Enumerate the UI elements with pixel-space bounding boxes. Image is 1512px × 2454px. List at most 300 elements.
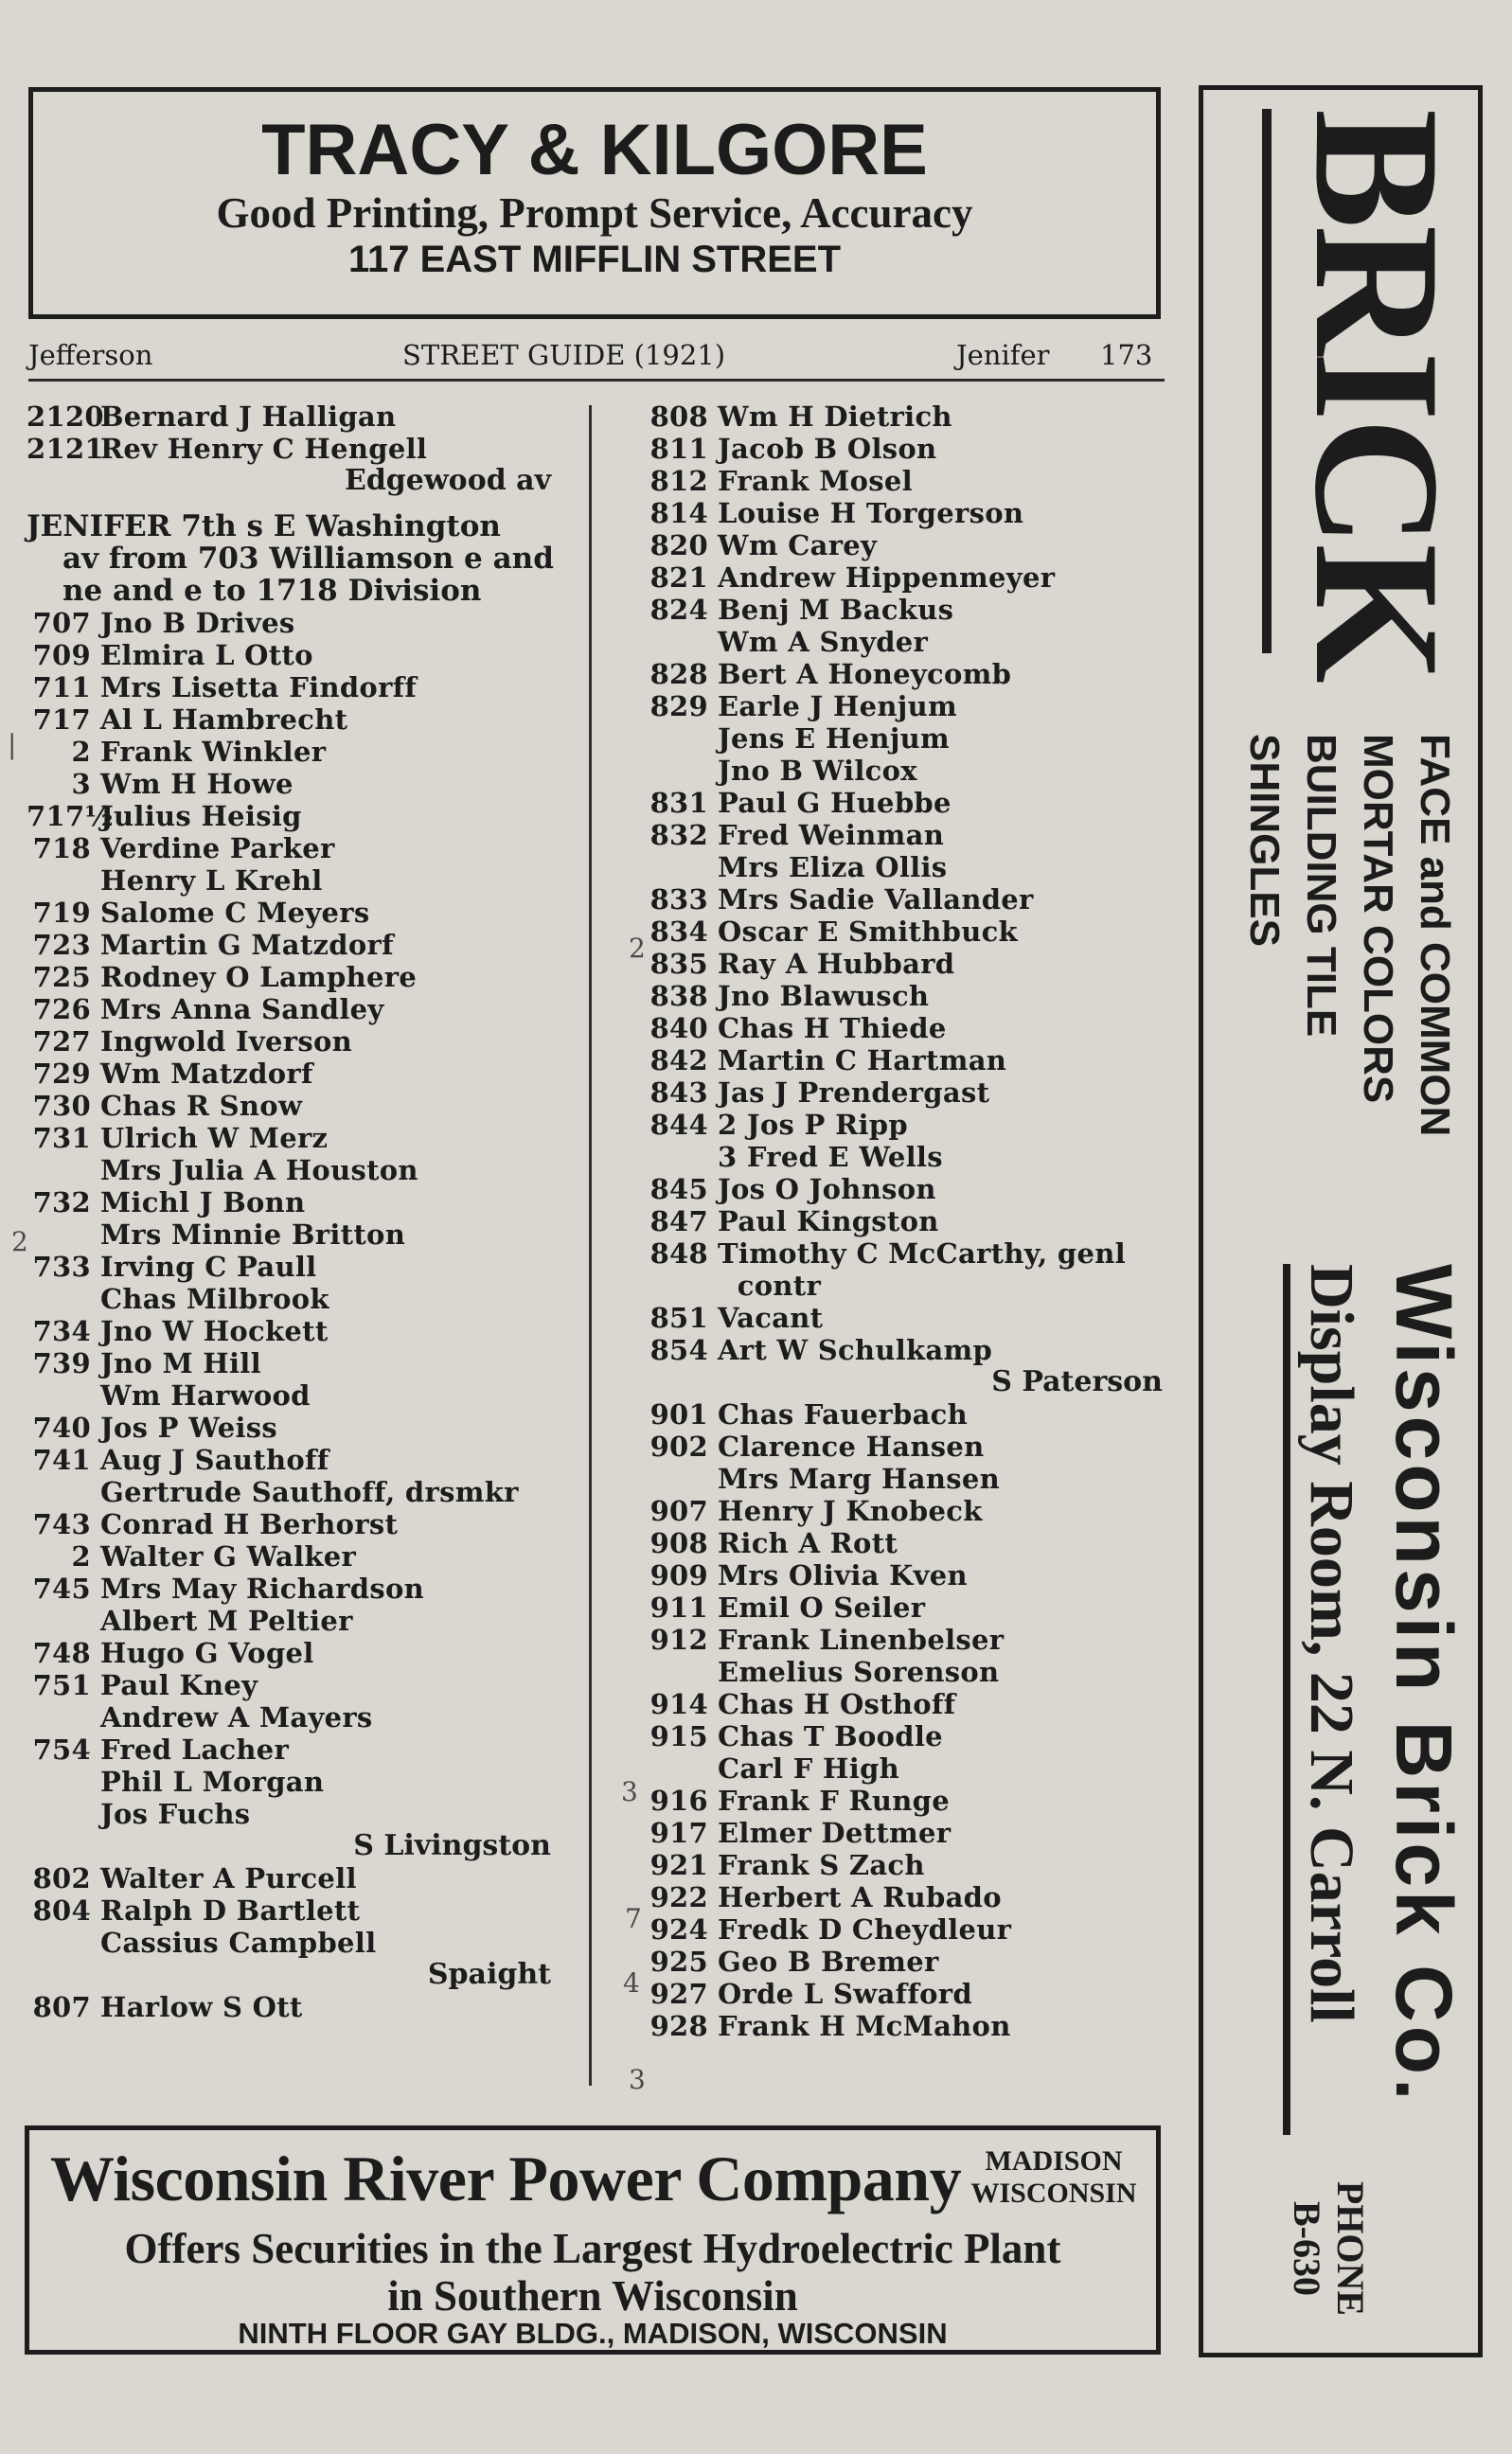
directory-entry (644, 1012, 1166, 1044)
directory-entry (644, 1624, 1166, 1656)
resident-name: Benj M Backus (718, 594, 954, 626)
resident-name: Timothy C McCarthy, genl (718, 1237, 1126, 1270)
directory-entry (644, 722, 1166, 755)
house-number: 915 (649, 1720, 708, 1752)
resident-name: Chas H Osthoff (718, 1688, 956, 1720)
house-number: 922 (649, 1881, 708, 1913)
resident-name: Ingwold Iverson (100, 1025, 353, 1058)
resident-name: Martin G Matzdorf (100, 929, 394, 961)
house-number: 719 (32, 897, 91, 929)
house-number: 727 (32, 1025, 91, 1058)
resident-name: Mrs Lisetta Findorff (100, 671, 418, 703)
house-number: 908 (649, 1527, 708, 1559)
house-number: 741 (32, 1444, 91, 1476)
directory-entry (644, 465, 1166, 497)
resident-name: Rich A Rott (718, 1527, 898, 1559)
resident-name: Frank Mosel (718, 465, 913, 497)
directory-entry (27, 1218, 555, 1251)
resident-name: Julius Heisig (100, 800, 302, 832)
directory-entry (644, 883, 1166, 916)
house-number: 848 (649, 1237, 708, 1270)
house-number: 734 (32, 1315, 91, 1347)
house-number: 718 (32, 832, 91, 864)
directory-entry (644, 1720, 1166, 1752)
directory-entry (644, 1334, 1166, 1366)
resident-name: Irving C Paull (100, 1251, 317, 1283)
directory-entry (27, 639, 555, 671)
house-number: 754 (32, 1734, 91, 1766)
resident-name: Conrad H Berhorst (100, 1508, 399, 1540)
house-number: 730 (32, 1090, 91, 1122)
house-number: 751 (32, 1669, 91, 1701)
directory-entry (644, 2010, 1166, 2042)
pencil-mark: 2 (629, 933, 646, 964)
resident-name: Bert A Honeycomb (718, 658, 1012, 690)
directory-entry (27, 607, 555, 639)
directory-entry (644, 1141, 1166, 1173)
directory-entry (27, 929, 555, 961)
house-number: 739 (32, 1347, 91, 1379)
house-number: 914 (649, 1688, 708, 1720)
running-head-right: Jenifer (956, 339, 1050, 371)
pencil-mark: 4 (623, 1967, 640, 1999)
house-number: 804 (32, 1894, 91, 1927)
house-number: 740 (32, 1412, 91, 1444)
house-number: 807 (32, 1991, 91, 2023)
directory-entry (27, 1798, 555, 1830)
house-number: 743 (32, 1508, 91, 1540)
directory-entry (644, 433, 1166, 465)
resident-name: Chas H Thiede (718, 1012, 947, 1044)
street-guide-right-column (644, 400, 1166, 2042)
resident-name: Earle J Henjum (718, 690, 957, 722)
house-number: 921 (649, 1849, 708, 1881)
directory-entry (27, 1991, 555, 2023)
ad-bottom-name: Wisconsin River Power Company (50, 2143, 962, 2214)
directory-entry (644, 1044, 1166, 1076)
resident-name: Rodney O Lamphere (100, 961, 418, 993)
directory-entry (27, 1669, 555, 1701)
directory-entry (27, 671, 555, 703)
running-head (28, 339, 1165, 382)
ad-top-address: 117 EAST MIFFLIN STREET (347, 239, 842, 280)
directory-entry (27, 1058, 555, 1090)
house-number: 832 (649, 819, 708, 851)
pencil-mark: 3 (621, 1776, 638, 1807)
house-number: 924 (649, 1913, 708, 1946)
house-number: 912 (649, 1624, 708, 1656)
resident-name: Mrs Minnie Britton (100, 1218, 406, 1251)
resident-name: Frank S Zach (718, 1849, 925, 1881)
resident-name: Ralph D Bartlett (100, 1894, 361, 1927)
directory-entry (644, 690, 1166, 722)
resident-name: Jno Blawusch (718, 980, 930, 1012)
directory-entry (644, 1913, 1166, 1946)
pencil-mark: 3 (629, 2064, 646, 2095)
street-guide-left-column (27, 400, 555, 2023)
ad-top-name: TRACY & KILGORE (261, 110, 928, 190)
resident-name: Andrew Hippenmeyer (718, 561, 1056, 594)
resident-name: Emelius Sorenson (718, 1656, 1000, 1688)
directory-entry (27, 800, 555, 832)
house-number: 917 (649, 1817, 708, 1849)
resident-name: Hugo G Vogel (100, 1637, 314, 1669)
house-number: 707 (32, 607, 91, 639)
product-line: BUILDING TILE (1298, 734, 1344, 1038)
resident-name: Michl J Bonn (100, 1186, 306, 1218)
resident-name: Fred Weinman (718, 819, 945, 851)
resident-name: Chas R Snow (100, 1090, 303, 1122)
resident-name: Paul Kingston (718, 1205, 939, 1237)
resident-name: Verdine Parker (100, 832, 335, 864)
directory-entry (27, 897, 555, 929)
resident-name: Mrs Eliza Ollis (718, 851, 948, 883)
ad-right-display-room: Display Room, 22 N. Carroll (1297, 1264, 1366, 2023)
resident-name: Herbert A Rubado (718, 1881, 1002, 1913)
house-number: 717 (32, 703, 91, 736)
house-number: 840 (649, 1012, 708, 1044)
ad-wisconsin-river-power (25, 2125, 1161, 2355)
house-number: 733 (32, 1251, 91, 1283)
directory-entry (644, 916, 1166, 948)
house-number: 928 (649, 2010, 708, 2042)
resident-name: Elmira L Otto (100, 639, 313, 671)
resident-name: Carl F High (718, 1752, 900, 1785)
house-number: 845 (649, 1173, 708, 1205)
directory-entry (644, 1237, 1166, 1270)
house-number: 732 (32, 1186, 91, 1218)
resident-name: Wm A Snyder (718, 626, 929, 658)
directory-entry (644, 1946, 1166, 1978)
ad-bottom-address: NINTH FLOOR GAY BLDG., MADISON, WISCONSIN (238, 2317, 948, 2350)
directory-entry (644, 1109, 1166, 1141)
directory-entry (27, 1894, 555, 1927)
ad-right-rule-2 (1283, 1264, 1290, 2135)
page-number: 173 (1100, 339, 1153, 371)
house-number: 833 (649, 883, 708, 916)
resident-name: Frank F Runge (718, 1785, 951, 1817)
resident-name: Geo B Bremer (718, 1946, 939, 1978)
house-number: 2 (71, 736, 91, 768)
house-number: 842 (649, 1044, 708, 1076)
resident-name: Salome C Meyers (100, 897, 370, 929)
resident-name: Frank Linenbelser (718, 1624, 1005, 1656)
house-number: 802 (32, 1862, 91, 1894)
resident-name: Art W Schulkamp (718, 1334, 993, 1366)
house-number: 731 (32, 1122, 91, 1154)
ad-right-headline: BRICK (1277, 109, 1476, 680)
resident-name: Paul G Huebbe (718, 787, 952, 819)
resident-name: Jos Fuchs (100, 1798, 251, 1830)
house-number: 916 (649, 1785, 708, 1817)
directory-entry (27, 993, 555, 1025)
directory-entry (644, 658, 1166, 690)
resident-name: Frank Winkler (100, 736, 327, 768)
house-number: 2120 (27, 400, 104, 433)
house-number: 901 (649, 1398, 708, 1431)
house-number: 709 (32, 639, 91, 671)
directory-entry (644, 594, 1166, 626)
directory-entry (644, 626, 1166, 658)
directory-entry (27, 1605, 555, 1637)
product-line: MORTAR COLORS (1355, 734, 1401, 1104)
resident-name: Harlow S Ott (100, 1991, 303, 2023)
house-number: 2121 (27, 433, 104, 465)
resident-name: Albert M Peltier (100, 1605, 353, 1637)
resident-name: Chas Milbrook (100, 1283, 329, 1315)
pencil-mark: 2 (11, 1226, 28, 1257)
house-number: 725 (32, 961, 91, 993)
house-number: 726 (32, 993, 91, 1025)
house-number: 820 (649, 529, 708, 561)
directory-entry (27, 1122, 555, 1154)
resident-name: Fredk D Cheydleur (718, 1913, 1012, 1946)
directory-entry (644, 1495, 1166, 1527)
house-number: 844 (649, 1109, 708, 1141)
directory-entry (27, 400, 555, 433)
street-heading-line: av from 703 Williamson e and (62, 542, 554, 576)
directory-entry (27, 832, 555, 864)
directory-entry (644, 787, 1166, 819)
directory-entry (27, 1412, 555, 1444)
directory-entry (644, 1881, 1166, 1913)
directory-entry (644, 497, 1166, 529)
running-head-center: STREET GUIDE (1921) (402, 339, 726, 371)
directory-entry (644, 400, 1166, 433)
resident-name: Jno B Drives (100, 607, 295, 639)
pencil-mark: 7 (625, 1903, 642, 1934)
directory-entry (27, 1251, 555, 1283)
directory-entry (27, 736, 555, 768)
directory-entry (644, 1978, 1166, 2010)
house-number: 838 (649, 980, 708, 1012)
directory-entry (27, 1283, 555, 1315)
resident-name: 3 Fred E Wells (718, 1141, 943, 1173)
house-number: 811 (649, 433, 708, 465)
resident-name: Clarence Hansen (718, 1431, 985, 1463)
resident-name: Mrs Marg Hansen (718, 1463, 1000, 1495)
directory-entry (27, 864, 555, 897)
street-heading (27, 510, 555, 607)
resident-name: Jos O Johnson (718, 1173, 936, 1205)
resident-name: Jas J Prendergast (718, 1076, 990, 1109)
directory-entry (27, 1637, 555, 1669)
house-number: 909 (649, 1559, 708, 1592)
resident-name: Mrs Anna Sandley (100, 993, 384, 1025)
resident-name: Jno M Hill (100, 1347, 261, 1379)
resident-name: Wm Matzdorf (100, 1058, 313, 1090)
resident-name: Henry L Krehl (100, 864, 323, 897)
ad-bottom-line1: Offers Securities in the Largest Hydroelectric Plant (124, 2225, 1061, 2272)
cross-street: Edgewood av (344, 464, 551, 497)
directory-entry (644, 1849, 1166, 1881)
directory-entry (644, 1527, 1166, 1559)
house-number: 843 (649, 1076, 708, 1109)
house-number: 711 (32, 671, 91, 703)
directory-entry (644, 980, 1166, 1012)
street-heading-line: JENIFER 7th s E Washington (27, 509, 501, 543)
directory-entry (644, 1656, 1166, 1688)
directory-entry (644, 1817, 1166, 1849)
directory-entry (644, 561, 1166, 594)
directory-entry (27, 1186, 555, 1218)
directory-entry (644, 1270, 1166, 1302)
house-number: 717½ (27, 800, 114, 832)
house-number: 902 (649, 1431, 708, 1463)
resident-name: Jno B Wilcox (718, 755, 917, 787)
directory-entry (644, 851, 1166, 883)
resident-name: Mrs Julia A Houston (100, 1154, 418, 1186)
resident-name: Walter G Walker (100, 1540, 357, 1573)
directory-entry (644, 529, 1166, 561)
resident-name: Emil O Seiler (718, 1592, 926, 1624)
resident-name: Vacant (718, 1302, 824, 1334)
directory-entry (644, 948, 1166, 980)
directory-entry (27, 1444, 555, 1476)
resident-name: Mrs May Richardson (100, 1573, 425, 1605)
resident-name: Phil L Morgan (100, 1766, 325, 1798)
product-line: FACE and COMMON (1412, 734, 1458, 1137)
resident-name: Orde L Swafford (718, 1978, 972, 2010)
running-head-left: Jefferson (28, 339, 153, 371)
house-number: 723 (32, 929, 91, 961)
resident-name: Fred Lacher (100, 1734, 290, 1766)
directory-entry (644, 1785, 1166, 1817)
ad-tracy-kilgore (28, 87, 1161, 319)
resident-name: Oscar E Smithbuck (718, 916, 1018, 948)
cross-street: S Paterson (991, 1365, 1163, 1398)
resident-name: Wm Carey (718, 529, 878, 561)
resident-name: Mrs Sadie Vallander (718, 883, 1034, 916)
resident-name: Gertrude Sauthoff, drsmkr (100, 1476, 519, 1508)
house-number: 821 (649, 561, 708, 594)
directory-entry (27, 768, 555, 800)
house-number: 835 (649, 948, 708, 980)
resident-name: Chas T Boodle (718, 1720, 943, 1752)
resident-name: Ulrich W Merz (100, 1122, 329, 1154)
directory-entry (644, 1592, 1166, 1624)
house-number: 824 (649, 594, 708, 626)
resident-name: Andrew A Mayers (100, 1701, 373, 1734)
house-number: 808 (649, 400, 708, 433)
directory-entry (27, 1573, 555, 1605)
resident-name: Henry J Knobeck (718, 1495, 983, 1527)
directory-entry (644, 755, 1166, 787)
resident-name: Aug J Sauthoff (100, 1444, 329, 1476)
cross-street: S Livingston (353, 1829, 551, 1862)
spacer (27, 497, 555, 510)
directory-entry (27, 1025, 555, 1058)
cross-street: Spaight (427, 1958, 551, 1991)
resident-name: 2 Jos P Ripp (718, 1109, 908, 1141)
directory-entry (644, 1559, 1166, 1592)
house-number: 814 (649, 497, 708, 529)
house-number: 851 (649, 1302, 708, 1334)
column-divider (589, 405, 592, 2086)
house-number: 907 (649, 1495, 708, 1527)
resident-name: Rev Henry C Hengell (100, 433, 428, 465)
directory-entry (27, 433, 555, 465)
directory-entry (27, 1701, 555, 1734)
resident-name: Wm Harwood (100, 1379, 311, 1412)
product-line: SHINGLES (1241, 734, 1288, 947)
house-number: 3 (71, 768, 91, 800)
phone-number: B-630 (1286, 2201, 1328, 2296)
house-number: 729 (32, 1058, 91, 1090)
directory-entry (644, 1431, 1166, 1463)
house-number: 854 (649, 1334, 708, 1366)
house-number: 829 (649, 690, 708, 722)
directory-entry (27, 1090, 555, 1122)
resident-name: Elmer Dettmer (718, 1817, 952, 1849)
ad-right-products (1236, 734, 1463, 1136)
ad-wisconsin-brick (1199, 85, 1483, 2357)
directory-entry (27, 1347, 555, 1379)
resident-name: Bernard J Halligan (100, 400, 397, 433)
house-number: 748 (32, 1637, 91, 1669)
phone-label: PHONE (1329, 2180, 1372, 2317)
house-number: 911 (649, 1592, 708, 1624)
ad-bottom-location: MADISON WISCONSIN (970, 2145, 1137, 2209)
resident-name: Paul Kney (100, 1669, 258, 1701)
resident-name: Wm H Dietrich (718, 400, 952, 433)
house-number: 834 (649, 916, 708, 948)
ad-bottom-line2: in Southern Wisconsin (387, 2272, 798, 2320)
resident-name: Chas Fauerbach (718, 1398, 968, 1431)
house-number: 745 (32, 1573, 91, 1605)
house-number: 2 (71, 1540, 91, 1573)
ad-right-rotated (1203, 90, 1478, 2353)
ad-right-phone (1285, 2159, 1372, 2338)
house-number: 812 (649, 465, 708, 497)
resident-name: Jens E Henjum (718, 722, 950, 755)
directory-entry (27, 1862, 555, 1894)
directory-entry (27, 1315, 555, 1347)
directory-entry (644, 1398, 1166, 1431)
directory-entry (27, 1766, 555, 1798)
directory-entry (644, 1463, 1166, 1495)
resident-name: Al L Hambrecht (100, 703, 348, 736)
directory-entry (644, 1752, 1166, 1785)
resident-name: Jno W Hockett (100, 1315, 329, 1347)
resident-name: Jacob B Olson (718, 433, 937, 465)
directory-entry (27, 1508, 555, 1540)
house-number: 831 (649, 787, 708, 819)
directory-entry (27, 1476, 555, 1508)
ad-right-company: Wisconsin Brick Co. (1379, 1264, 1468, 2105)
directory-entry (27, 961, 555, 993)
resident-name: Jos P Weiss (100, 1412, 278, 1444)
house-number: 847 (649, 1205, 708, 1237)
resident-name: Cassius Campbell (100, 1927, 377, 1959)
directory-entry (27, 1734, 555, 1766)
directory-entry (27, 1927, 555, 1959)
resident-name: Martin C Hartman (718, 1044, 1007, 1076)
directory-entry (644, 1205, 1166, 1237)
directory-entry (644, 1076, 1166, 1109)
directory-entry (27, 1540, 555, 1573)
resident-name: Ray A Hubbard (718, 948, 955, 980)
resident-name: Frank H McMahon (718, 2010, 1011, 2042)
directory-entry (644, 1173, 1166, 1205)
pencil-mark: | (8, 729, 17, 760)
resident-name: contr (718, 1270, 822, 1302)
directory-entry (27, 1379, 555, 1412)
house-number: 925 (649, 1946, 708, 1978)
resident-name: Mrs Olivia Kven (718, 1559, 968, 1592)
ad-top-tagline: Good Printing, Prompt Service, Accuracy (216, 189, 973, 237)
resident-name: Walter A Purcell (100, 1862, 357, 1894)
